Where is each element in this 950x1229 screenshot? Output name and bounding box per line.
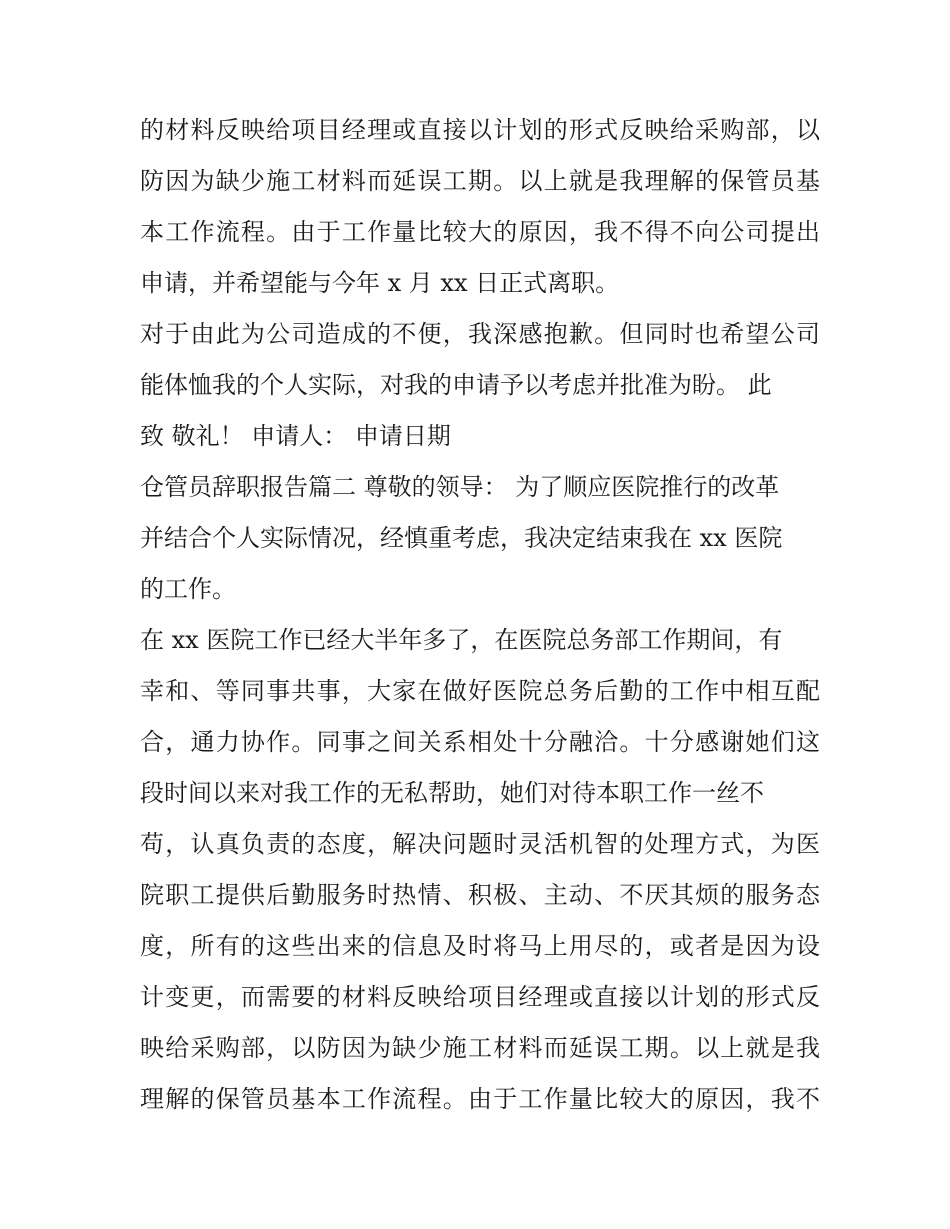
text-line: 致 敬礼！ 申请人： 申请日期 xyxy=(140,422,451,450)
text-line: 本工作流程。由于工作量比较大的原因，我不得不向公司提出 xyxy=(140,218,820,246)
text-line: 能体恤我的个人实际，对我的申请予以考虑并批准为盼。 此 xyxy=(140,371,772,399)
text-line: 幸和、等同事共事，大家在做好医院总务后勤的工作中相互配 xyxy=(140,677,820,705)
text-line: 对于由此为公司造成的不便，我深感抱歉。但同时也希望公司 xyxy=(140,320,820,348)
text-line: 度，所有的这些出来的信息及时将马上用尽的，或者是因为设 xyxy=(140,932,820,960)
text-line: 苟，认真负责的态度，解决问题时灵活机智的处理方式，为医 xyxy=(140,830,820,858)
text-line: 映给采购部，以防因为缺少施工材料而延误工期。以上就是我 xyxy=(140,1034,820,1062)
text-line: 防因为缺少施工材料而延误工期。以上就是我理解的保管员基 xyxy=(140,167,820,195)
text-line: 院职工提供后勤服务时热情、积极、主动、不厌其烦的服务态 xyxy=(140,881,820,909)
text-line: 并结合个人实际情况，经慎重考虑，我决定结束我在 xx 医院 xyxy=(140,524,783,552)
text-line: 计变更，而需要的材料反映给项目经理或直接以计划的形式反 xyxy=(140,983,820,1011)
text-line: 申请，并希望能与今年 x 月 xx 日正式离职。 xyxy=(140,269,620,297)
text-line: 在 xx 医院工作已经大半年多了，在医院总务部工作期间，有 xyxy=(140,626,783,654)
text-line: 的材料反映给项目经理或直接以计划的形式反映给采购部，以 xyxy=(140,116,820,144)
text-line: 合，通力协作。同事之间关系相处十分融洽。十分感谢她们这 xyxy=(140,728,820,756)
text-line: 理解的保管员基本工作流程。由于工作量比较大的原因，我不 xyxy=(140,1085,820,1113)
text-line: 仓管员辞职报告篇二 尊敬的领导： 为了顺应医院推行的改革 xyxy=(140,473,780,501)
text-line: 的工作。 xyxy=(140,575,236,603)
document-body xyxy=(140,105,820,1125)
text-line: 段时间以来对我工作的无私帮助，她们对待本职工作一丝不 xyxy=(140,779,764,807)
